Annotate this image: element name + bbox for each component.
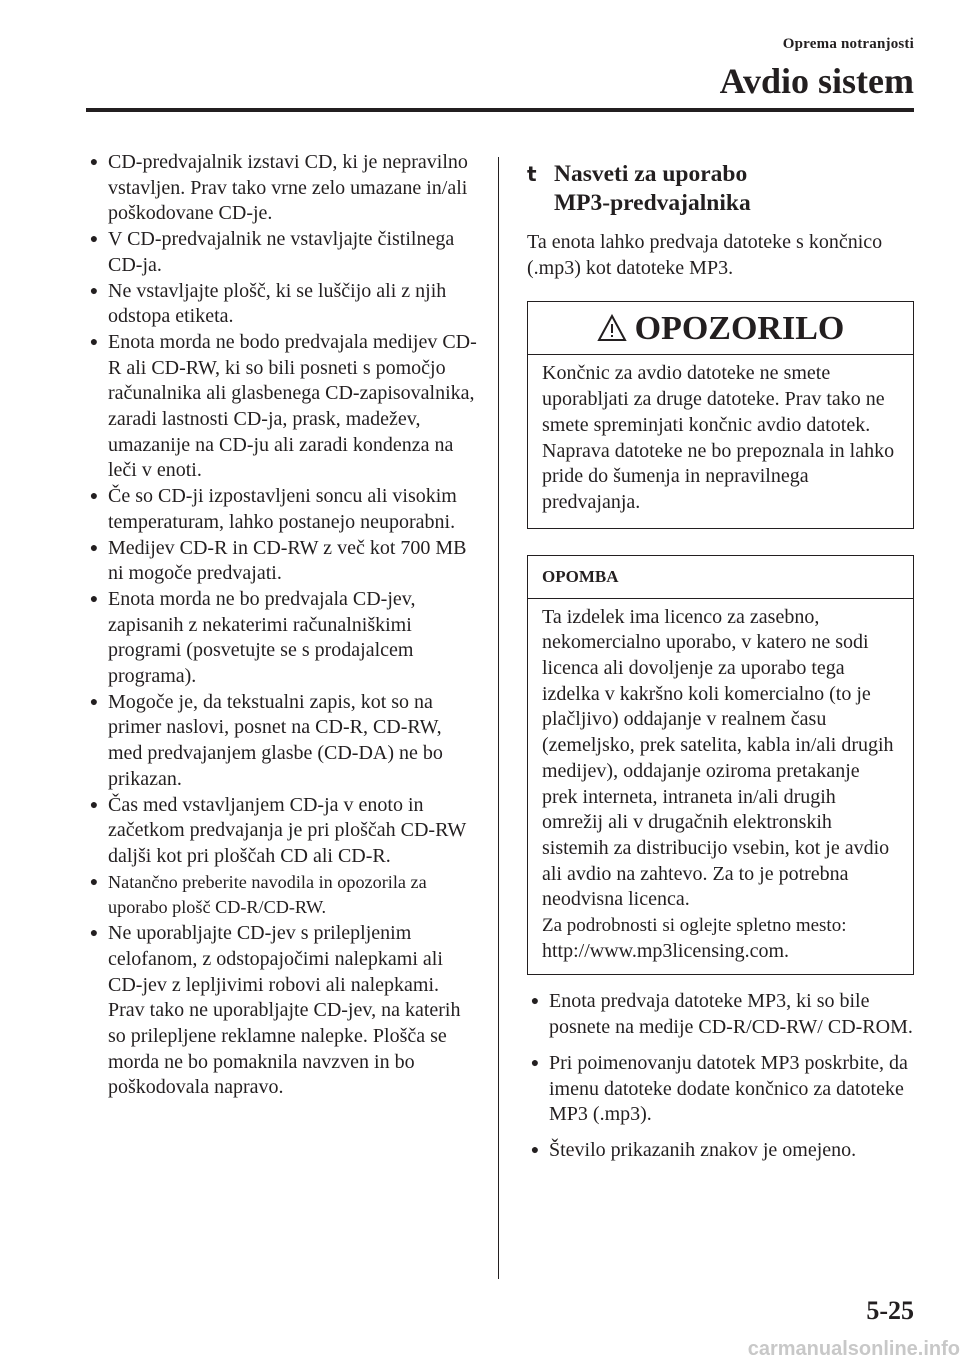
section-marker-icon: t [527, 162, 537, 186]
note-title: OPOMBA [528, 556, 913, 599]
warning-box [527, 301, 914, 528]
section-heading: t Nasveti za uporabo MP3-predvajalnika [527, 161, 751, 216]
page-title: Avdio sistem [719, 61, 914, 101]
warning-text: Končnic za avdio datoteke ne smete uporabljati za druge datoteke. Prav tako ne smete spreminjati končnic avdio datotek. Naprava datoteke ne bo prepoznala in lahko pride do šumenja in nepravilnega predvajanja. [542, 362, 895, 513]
list-item: ● Enota predvaja datoteke MP3, ki so bile posnete na medije CD-R/CD-RW/ CD-ROM. [527, 989, 914, 1040]
note-text: Ta izdelek ima licenco za zasebno, nekomercialno uporabo, v katero ne sodi licenca ali dovoljenje za uporabo tega izdelka v kakršno koli komercialno (to je plačljivo) oddajanje v realnem času (zemeljsko, prek satelita, kabla in/ali drugih medijev), oddajanje oziroma pretakanje prek interneta, intraneta in/ali drugih omrežij ali v drugačnih elektronskih sistemih za distribucijo vsebin, kot je avdio ali avdio na zahtevo. Za to je potrebna neodvisna licenca. [542, 605, 894, 911]
note-more-info: Za podrobnosti si oglejte spletno mesto: [542, 915, 847, 937]
warning-header [528, 302, 913, 355]
bullet-icon: ● [530, 1142, 540, 1158]
bullet-icon: ● [89, 334, 99, 350]
right-column [527, 160, 914, 1174]
header-section-label: Oprema notranjosti [782, 36, 914, 52]
list-item: ● Ne vstavljajte plošč, ki se luščijo ali z njih odstopa etiketa. [86, 279, 478, 330]
bullet-icon: ● [530, 994, 540, 1010]
list-item: ● CD-predvajalnik izstavi CD, ki je nepravilno vstavljen. Prav tako vrne zelo umazane in/ali poškodovane CD-je. [86, 150, 478, 227]
list-item: ● Število prikazanih znakov je omejeno. [527, 1138, 914, 1164]
mp3-tips-list [527, 989, 914, 1163]
list-item: ● Če so CD-ji izpostavljeni soncu ali visokim temperaturam, lahko postanejo neuporabni. [86, 484, 478, 535]
page-number: 5-25 [866, 1296, 914, 1325]
list-item: ● Pri poimenovanju datotek MP3 poskrbite, da imenu datoteke dodate končnico za datoteke MP3 (.mp3). [527, 1051, 914, 1128]
bullet-icon: ● [89, 155, 99, 170]
note-box [527, 555, 914, 976]
watermark: carmanualsonline.info [747, 1338, 960, 1360]
warning-triangle-icon [597, 314, 627, 342]
list-item: ● Enota morda ne bo predvajala CD-jev, zapisanih z nekaterimi računalniškimi programi (posvetujte se s prodajalcem programa). [86, 587, 478, 690]
list-item: ● V CD-predvajalnik ne vstavljajte čistilnega CD-ja. [86, 227, 478, 278]
bullet-icon: ● [89, 874, 99, 890]
left-column [86, 150, 478, 1101]
list-item: ● Ne uporabljajte CD-jev s prilepljenim celofanom, z odstopajočimi nalepkami ali CD-jev z lepljivimi robovi ali nalepkami. Prav tako ne uporabljajte CD-jev, na katerih so prilepljene reklamne nalepke. Plošča se morda ne bo pomaknila navzven in bo poškodovala napravo. [86, 921, 478, 1101]
list-item: ● Enota morda ne bodo predvajala medijev CD-R ali CD-RW, ki so bili posneti s pomočjo računalnika ali glasbenega CD-zapisovalnika, zaradi lastnosti CD-ja, prask, madežev, umazanije na CD-ju ali zaradi kondenza na leči v enoti. [86, 330, 478, 484]
list-item: ● Čas med vstavljanjem CD-ja v enoto in začetkom predvajanja je pri ploščah CD-RW daljši kot pri ploščah CD ali CD-R. [86, 793, 478, 870]
bullet-icon: ● [89, 232, 99, 248]
column-divider [498, 157, 499, 1279]
bullet-icon: ● [530, 1055, 540, 1071]
bullet-icon: ● [89, 926, 99, 942]
header-rule [86, 108, 914, 112]
list-item: ● Medijev CD-R in CD-RW z več kot 700 MB ni mogoče predvajati. [86, 536, 478, 587]
list-item: ● Natančno preberite navodila in opozorila za uporabo plošč CD-R/CD-RW. [86, 870, 478, 921]
bullet-icon: ● [89, 489, 99, 505]
warning-title: OPOZORILO [634, 309, 845, 347]
bullet-icon: ● [89, 540, 99, 556]
bullet-icon: ● [89, 591, 99, 607]
note-content [528, 599, 913, 975]
note-url: http://www.mp3licensing.com. [542, 939, 790, 962]
bullet-icon: ● [89, 797, 99, 813]
section-intro: Ta enota lahko predvaja datoteke s končnico (.mp3) kot datoteke MP3. [527, 231, 883, 279]
list-item: ● Mogoče je, da tekstualni zapis, kot so na primer naslovi, posnet na CD-R, CD-RW, med predvajanjem glasbe (CD-DA) ne bo prikazan. [86, 690, 478, 793]
bullet-icon: ● [89, 283, 99, 299]
bullet-icon: ● [89, 694, 99, 710]
